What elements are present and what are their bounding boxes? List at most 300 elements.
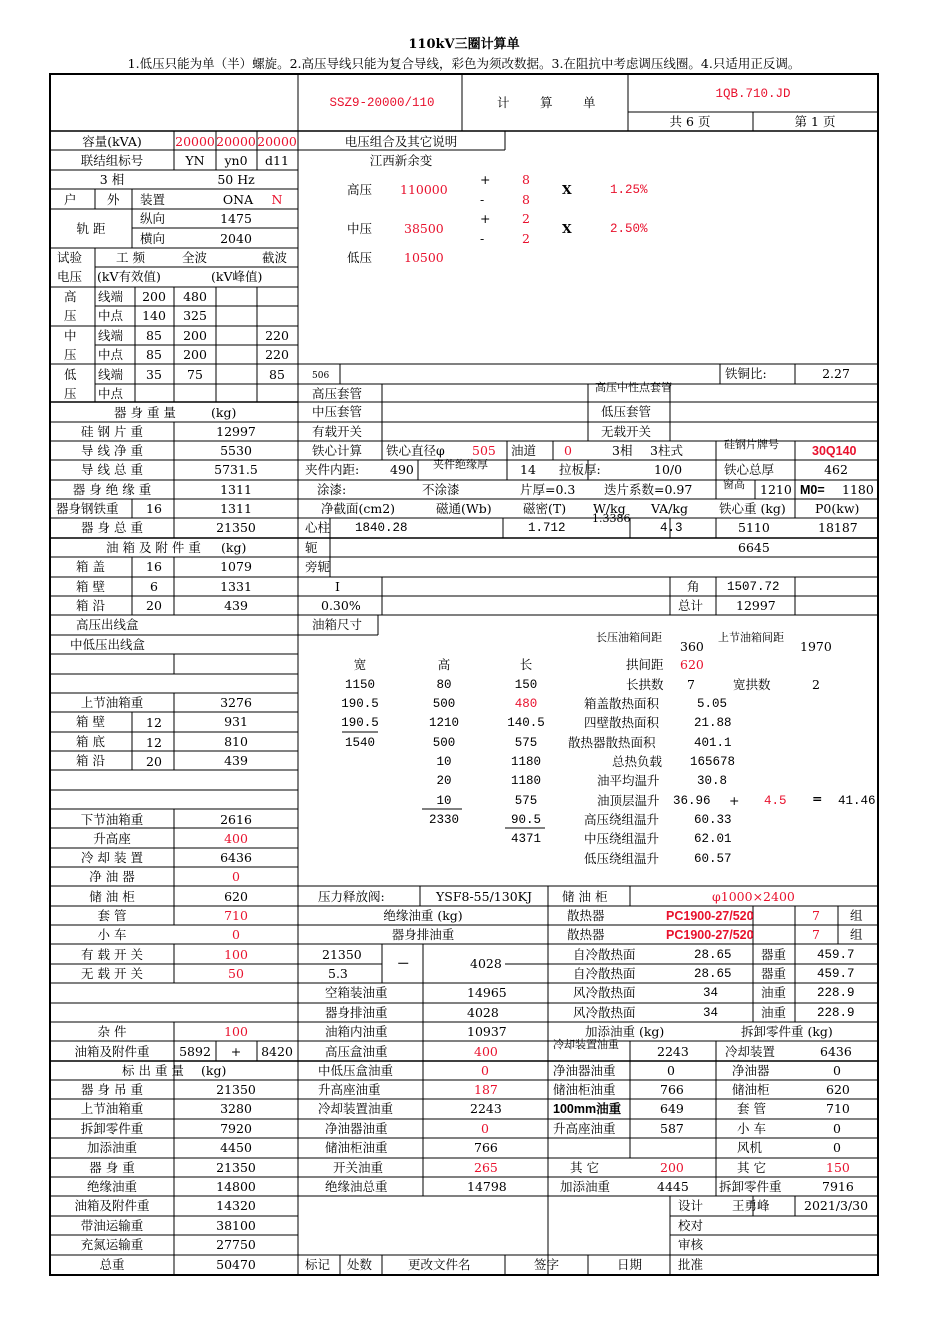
insulation-weight: 1311 [220,482,252,497]
dim-l9: 4371 [510,832,542,846]
install-label-2: 外 [107,192,120,207]
radiator-model-1: PC1900-27/520 [666,909,754,923]
self-cool-weight-1: 459.7 [817,948,855,962]
switch-oil: 265 [474,1160,498,1175]
ltc-label: 有载开关 [312,424,363,439]
hv-minus: - [480,192,485,207]
dim-label-2: 上节油箱间距 [718,631,784,644]
fan-cool-oil-label-1: 油重 [761,985,787,1000]
m0-label: M0= [800,483,825,497]
long-arch-label: 长拱数 [626,677,664,692]
model-number: SSZ9-20000/110 [329,96,435,110]
approve-label: 批准 [678,1257,704,1272]
steel-count: 16 [146,501,162,516]
oil-avg-rise-label: 油平均温升 [597,773,660,788]
notes: 1.低压只能为单（半）螺旋。2.高压导线只能为复合导线，彩色为须改数据。3.在阻抗中考虑调压线圈。4.只适用正反调。 [127,56,801,71]
test-label: 试验 [57,250,83,265]
revision-date-label: 日期 [617,1257,643,1272]
turret-oil: 187 [474,1082,498,1097]
hv-plus: + [480,172,491,187]
copper-net-weight: 5530 [220,443,252,458]
hv-box-label: 高压出线盒 [76,617,139,632]
cooler-oil-label-top: 冷却装置油重 [553,1038,619,1051]
lv-line-cw: 85 [269,367,285,382]
radiator-model-2: PC1900-27/520 [666,928,754,942]
side-yoke-label: 旁轭 [305,559,331,574]
mv-winding-rise: 62.01 [694,832,732,846]
lv-line-fw: 75 [187,367,203,382]
added-oil-label: 加添油重 [560,1179,611,1194]
install-label-3: 装置 [140,192,166,207]
core-diameter: 505 [472,443,496,458]
nltc-label: 无载开关 [601,424,652,439]
steel-weight: 1311 [220,501,252,516]
tank-wall-weight: 1331 [220,579,252,594]
mv-line-fw: 200 [183,328,207,343]
dim-h2: 500 [432,697,456,711]
conservator-size: φ1000×2400 [712,889,795,904]
fe-cu-ratio: 2.27 [822,366,850,381]
hv-line-end: 线端 [98,289,124,304]
yoke-value: 6645 [738,540,770,555]
total-weight-label: 总重 [99,1257,125,1272]
silicon-steel-label: 硅 钢 片 重 [81,424,143,439]
tank-size-label: 油箱尺寸 [312,617,363,632]
std-added-label: 加添油重 [86,1140,138,1155]
steel-grade: 30Q140 [812,444,857,458]
bushing-unit-weight: 710 [826,1101,850,1116]
hv-neutral-bushing: 高压中性点套管 [595,381,672,394]
oil-transport-weight: 38100 [216,1218,256,1233]
cooler-oil-top: 2243 [657,1044,689,1059]
oil-transport-label: 带油运输重 [80,1218,144,1233]
dim-label-1: 长压油箱间距 [596,631,662,644]
silicon-steel-weight: 12997 [216,424,256,439]
hv-box-oil: 400 [474,1044,498,1059]
va-per-kg-header: VA/kg [651,501,688,516]
paint-value: 不涂漆 [422,482,460,497]
hv-group-1: 高 [64,289,77,304]
va-per-kg: 4.3 [660,521,683,535]
dim-h6: 20 [436,774,452,788]
cart-label: 小 车 [97,927,127,942]
mv-neutral: 中点 [98,347,124,362]
mv-group-1: 中 [64,328,77,343]
copper-net-label: 导 线 净 重 [81,443,143,458]
p0-value: 18187 [818,520,858,535]
mv-neutral-cw: 220 [265,347,289,362]
pipe-oil: 649 [660,1101,684,1116]
arch-distance-label: 拱间距 [626,657,664,672]
ltc-weight: 100 [224,947,248,962]
nltc-weight: 50 [228,966,244,981]
core-phase: 3相 [612,443,633,458]
total-pages: 共 6 页 [669,114,711,129]
lift-weight: 21350 [216,1082,256,1097]
pipe-oil-label: 100mm油重 [553,1102,622,1116]
hv-label: 高压 [347,182,373,197]
net-area-header: 净截面(cm2) [321,501,396,516]
drain-density: 5.3 [328,966,348,981]
page-title: 110kV三圈计算单 [408,37,520,52]
group-label: 联结组标号 [80,153,144,168]
tie-plate: 10/0 [654,462,683,477]
body-total-weight: 21350 [216,520,256,535]
tank-rim-weight: 439 [224,598,248,613]
wall-area-label: 四壁散热面积 [584,715,660,730]
tank-cover-label: 箱 盖 [76,559,105,574]
lower-tank-weight: 2616 [220,812,252,827]
std-accessory-label: 油箱及附件重 [74,1198,150,1213]
mv-line-end: 线端 [98,328,124,343]
upper-wall-weight: 931 [224,714,248,729]
oil-top-add: 4.5 [764,794,787,808]
cooling-type: ONA [222,192,254,207]
window-height-label: 窗高 [723,478,745,491]
tank-cover-weight: 1079 [220,559,252,574]
clamp-distance: 490 [390,462,414,477]
stacking-factor: 迭片系数=0.97 [604,482,693,497]
conservator-oil-2: 766 [474,1140,498,1155]
radiator-label-1: 散热器 [567,908,605,923]
body-weight-unit: (kg) [211,405,237,420]
added-oil: 4445 [657,1179,689,1194]
ml-box-label: 中低压出线盒 [70,637,146,652]
limb-label: 心柱 [305,520,331,535]
tank-rim-label: 箱 沿 [76,598,105,613]
tank-oil: 10937 [467,1024,507,1039]
mv-neutral-pf: 85 [146,347,162,362]
std-weight-title: 标 出 重 量 [122,1063,184,1078]
corner-label: 角 [687,579,700,594]
prv-label: 压力释放阀: [318,889,385,904]
core-weight: 5110 [738,520,770,535]
wall-area: 21.88 [694,716,732,730]
purifier-label: 净 油 器 [89,869,135,884]
other-unit-label: 其 它 [737,1160,766,1175]
upper-bottom-count: 12 [146,735,162,750]
cart-unit-weight: 0 [833,1121,841,1136]
hv-box-oil-label: 高压盒油重 [325,1044,388,1059]
std-dismantle-weight: 7920 [220,1121,252,1136]
fe-cu-ratio-label: 铁铜比: [725,366,767,381]
cooler-weight: 6436 [220,850,252,865]
dim-l1: 150 [514,678,538,692]
n2-transport-label: 充氮运输重 [80,1237,144,1252]
group-hv: YN [185,153,205,168]
other-oil-label: 其 它 [570,1160,599,1175]
conservator-oil-label-2: 储油柜油重 [325,1140,388,1155]
total-weight: 50470 [216,1257,256,1272]
hv-neutral-pf: 140 [142,308,166,323]
lv-voltage: 10500 [404,250,444,265]
accessory-plus: + [230,1044,242,1059]
empty-tank-oil: 14965 [467,985,507,1000]
core-weight-header: 铁心重 (kg) [719,501,786,516]
hv-group-2: 压 [64,308,77,323]
lv-label: 低压 [347,250,373,265]
oil-duct-label: 油道 [511,443,537,458]
tank-rim-count: 20 [146,598,162,613]
dim-l8: 90.5 [510,813,542,827]
combo-label: 电压组合及其它说明 [344,134,458,149]
core-sum-value: 12997 [736,598,776,613]
hv-neutral: 中点 [98,308,124,323]
ml-box-oil: 0 [481,1063,489,1078]
upper-rim-weight: 439 [224,753,248,768]
designer-name: 王勇峰 [732,1198,770,1213]
design-date: 2021/3/30 [804,1198,869,1213]
clamp-insulation-label: 夹件绝缘厚 [433,458,488,471]
calc-word-2: 算 [540,95,553,110]
lv-group-1: 低 [64,367,77,382]
conservator-size-label: 储 油 柜 [562,889,608,904]
revision-mark-label: 标记 [305,1257,331,1272]
gauge-long-value: 1475 [220,211,252,226]
page-number: 第 1 页 [794,114,836,129]
gauge-trans-value: 2040 [220,231,252,246]
body-weight-title: 器 身 重 量 [114,405,176,420]
cooler-oil-label: 冷却装置油重 [318,1101,394,1116]
hv-tap-plus: 8 [522,172,530,187]
body-drain-oil-label: 器身排油重 [325,1005,388,1020]
accessory-label: 油箱及附件重 [74,1044,150,1059]
drain-result: 4028 [470,956,502,971]
tie-plate-label: 拉板厚: [559,462,601,477]
test-chopped-wave: 截波 [262,250,288,265]
capacity-lv: 20000 [257,134,297,149]
oil-duct-count: 0 [564,443,572,458]
mv-label: 中压 [347,221,373,236]
hv-line-fw: 480 [183,289,207,304]
std-added-weight: 4450 [220,1140,252,1155]
std-dismantle-label: 拆卸零件重 [80,1121,144,1136]
project-place: 江西新余变 [369,153,433,168]
revision-count-label: 处数 [347,1257,373,1272]
p0-header: P0(kw) [815,501,860,516]
corner-value: 1507.72 [727,580,780,594]
tank-weight-unit: (kg) [221,540,247,555]
hv-line-pf: 200 [142,289,166,304]
oil-total: 14798 [467,1179,507,1194]
std-body-label: 器 身 重 [89,1160,135,1175]
capacity-mv: 20000 [216,134,256,149]
dim-h8: 2330 [428,813,460,827]
capacity-label: 容量(kVA) [82,134,142,149]
mv-group-2: 压 [64,347,77,362]
dim-h7: 10 [436,794,452,808]
window-height: 1210 [760,482,792,497]
core-limb-type: 3柱式 [650,443,683,458]
upper-bottom-label: 箱 底 [76,734,105,749]
std-upper-weight: 3280 [220,1101,252,1116]
dim-w4: 1540 [344,736,376,750]
frequency: 50 Hz [217,172,255,187]
hv-voltage: 110000 [400,182,448,197]
std-weight-unit: (kg) [201,1063,227,1078]
net-area: 1840.28 [355,521,408,535]
dim-h5: 10 [436,755,452,769]
dim-l5: 1180 [510,755,542,769]
dim-h1: 80 [436,678,452,692]
turret-label: 升高座 [93,831,131,846]
m0-value: 1180 [842,482,874,497]
n2-transport-weight: 27750 [216,1237,256,1252]
fan-cool-oil-label-2: 油重 [761,1005,787,1020]
heat-load-label: 总热负载 [612,754,663,769]
purifier-oil: 0 [667,1063,675,1078]
purifier-unit-label: 净油器 [732,1063,770,1078]
std-accessory-weight: 14320 [216,1198,256,1213]
cooler-unit-weight: 6436 [820,1044,852,1059]
upper-bottom-weight: 810 [224,734,248,749]
cart-unit-label: 小 车 [737,1121,766,1136]
self-cool-weight-2: 459.7 [817,967,855,981]
yoke-label: 轭 [305,540,318,555]
fan-label: 风机 [737,1140,763,1155]
mv-times: X [562,221,572,236]
test-full-wave: 全波 [182,250,208,265]
purifier-oil-2: 0 [481,1121,489,1136]
tank-oil-label: 油箱内油重 [325,1024,388,1039]
flux-header: 磁通(Wb) [436,501,492,516]
mv-plus: + [480,211,491,226]
other-oil: 200 [660,1160,684,1175]
dim-l6: 1180 [510,774,542,788]
upper-wall-count: 12 [146,715,162,730]
test-voltage-label: 电压 [57,269,83,284]
lift-weight-label: 器 身 吊 重 [81,1082,143,1097]
hv-winding-rise-label: 高压绕组温升 [584,812,660,827]
oil-total-label: 绝缘油总重 [325,1179,388,1194]
tank-cover-count: 16 [146,559,162,574]
install-flag: N [271,192,283,207]
self-cool-weight-label-1: 器重 [761,947,787,962]
drain-body-weight: 21350 [322,947,362,962]
ltc-weight-label: 有 载 开 关 [81,947,143,962]
added-oil-title: 加添油重 (kg) [585,1024,665,1039]
upper-rim-count: 20 [146,754,162,769]
group-mv: yn0 [224,153,248,168]
calc-word-3: 单 [583,95,596,110]
turret-oil-label-2: 升高座油重 [553,1121,616,1136]
hv-tap-minus: 8 [522,192,530,207]
radiator-unit-1: 组 [850,908,863,923]
prv-model: YSF8-55/130KJ [436,889,532,904]
fan-cool-area-label-1: 风冷散热面 [573,985,636,1000]
copper-total-label: 导 线 总 重 [81,462,143,477]
other-unit-weight: 150 [826,1160,850,1175]
conservator-oil-label: 储油柜油重 [553,1082,616,1097]
self-cool-area-2: 28.65 [694,967,732,981]
body-drain-oil: 4028 [467,1005,499,1020]
core-diameter-label: 铁心直径φ [386,443,445,458]
purifier-oil-label: 净油器油重 [553,1063,616,1078]
mv-tap-plus: 2 [522,211,530,226]
accessory-b: 8420 [261,1044,293,1059]
std-body-weight: 21350 [216,1160,256,1175]
upper-tank-label: 上节油箱重 [80,695,144,710]
conservator-unit-label: 储油柜 [732,1082,770,1097]
upper-rim-label: 箱 沿 [76,753,105,768]
lv-line-end: 线端 [98,367,124,382]
wide-arch-label: 宽拱数 [733,677,771,692]
core-calc-label: 铁心计算 [312,443,363,458]
tank-wall-count: 6 [150,579,158,594]
oil-top-rise: 36.96 [673,794,711,808]
misc-label: 杂 件 [97,1024,127,1039]
phase-count: 3 相 [99,172,125,187]
oil-top-result: 41.46 [838,794,876,808]
lv-line-pf: 35 [146,367,162,382]
clamp-insulation: 14 [520,462,536,477]
flux-density: 1.712 [528,521,566,535]
oil-top-equals: = [812,791,823,806]
radiator-unit-2: 组 [850,927,863,942]
radiator-count-1: 7 [812,908,820,923]
fan-cool-oil-2: 228.9 [817,1006,855,1020]
dim-l2: 480 [514,697,538,711]
wide-arch-count: 2 [812,677,820,692]
dismantled-label: 拆卸零件重 [719,1179,782,1194]
mv-step: 2.50% [610,222,648,236]
lv-bushing: 低压套管 [601,404,652,419]
drain-minus: － [397,956,410,971]
w-per-kg-header: W/kg [593,501,626,516]
accessory-a: 5892 [179,1044,211,1059]
revision-doc-label: 更改文件名 [408,1257,471,1272]
turret-oil-label: 升高座油重 [318,1082,381,1097]
fan-cool-area-2: 34 [703,1006,719,1020]
radiator-area: 401.1 [694,736,732,750]
oil-top-plus: + [729,793,740,808]
capacity-hv: 20000 [175,134,215,149]
hv-bushing: 高压套管 [312,386,363,401]
core-thickness-label: 铁心总厚 [724,462,775,477]
dim-value-2: 1970 [800,639,832,654]
heat-load: 165678 [690,755,736,769]
body-drain-title: 器身排油重 [391,927,455,942]
dim-length-header: 长 [519,657,533,672]
oil-top-rise-label: 油顶层温升 [597,793,660,808]
gauge-long-label: 纵向 [140,211,166,226]
install-label-1: 户 [64,192,77,207]
conservator-label: 储 油 柜 [89,889,135,904]
radiator-area-label: 散热器散热面积 [568,735,656,750]
cooler-oil: 2243 [470,1101,502,1116]
long-arch-count: 7 [687,677,695,692]
tank-weight-title: 油 箱 及 附 件 重 [106,540,201,555]
conservator-unit-weight: 620 [826,1082,850,1097]
paint-label: 涂漆: [317,482,347,497]
arch-distance: 620 [680,657,704,672]
purifier-oil-label-2: 净油器油重 [325,1121,388,1136]
dim-l4: 575 [514,736,538,750]
lid-area: 5.05 [697,697,728,711]
lv-group-2: 压 [64,386,77,401]
revision-sign-label: 签字 [534,1257,560,1272]
cart-weight: 0 [232,927,240,942]
lid-area-label: 箱盖散热面积 [584,696,660,711]
std-oil-label: 绝缘油重 [86,1179,138,1194]
mv-line-cw: 220 [265,328,289,343]
cooler-label: 冷 却 装 置 [81,850,143,865]
bushing-unit-label: 套 管 [737,1101,766,1116]
dim-l3: 140.5 [507,716,545,730]
check-label: 校对 [678,1218,704,1233]
ml-box-oil-label: 中低压盒油重 [318,1063,394,1078]
current-percent: 0.30% [321,598,361,613]
